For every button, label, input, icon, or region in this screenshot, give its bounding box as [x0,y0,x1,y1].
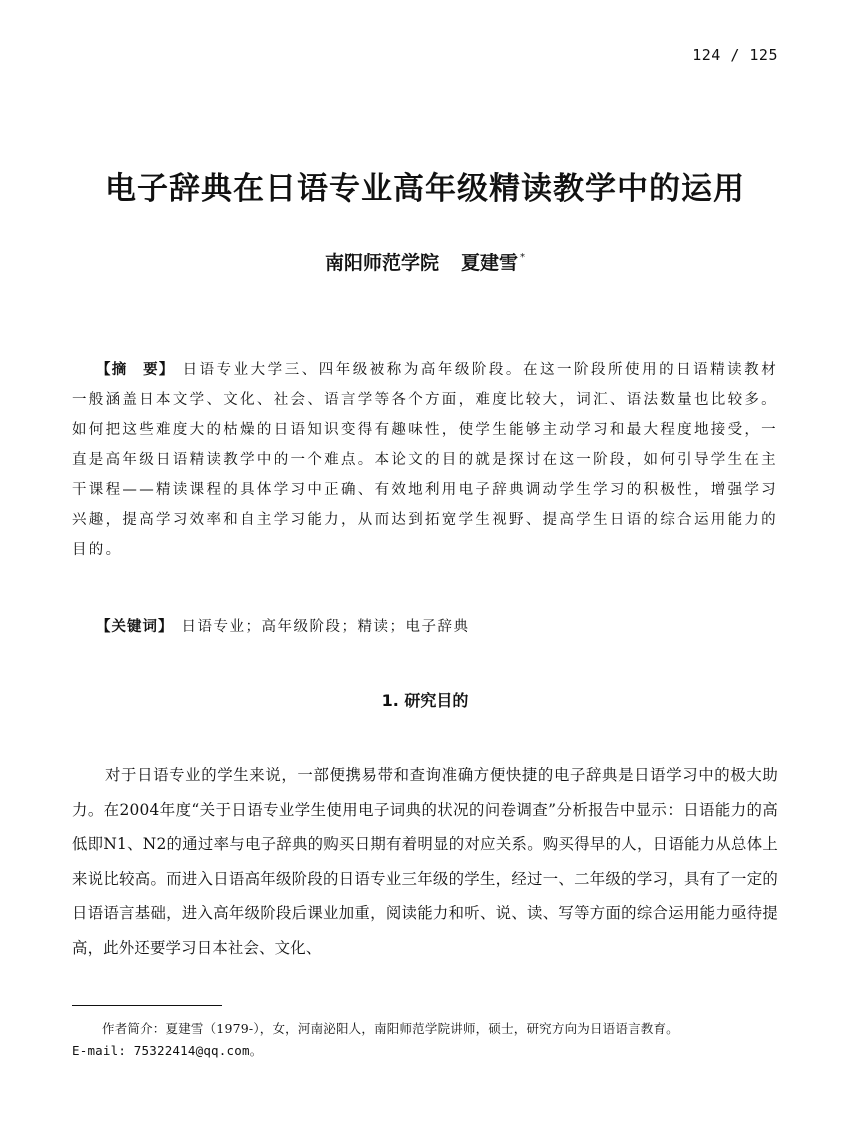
body-paragraph: 对于日语专业的学生来说，一部便携易带和查询准确方便快捷的电子辞典是日语学习中的极大助力。在2004年度“关于日语专业学生使用电子词典的状况的问卷调查”分析报告中显示：日语能力的高低即N1、N2的通过率与电子辞典的购买日期有着明显的对应关系。购买得早的人，日语能力从总体上来说比较高。而进入日语高年级阶段的日语专业三年级的学生，经过一、二年级的学习，具有了一定的日语语言基础，进入高年级阶段后课业加重，阅读能力和听、说、读、写等方面的综合运用能力亟待提高，此外还要学习日本社会、文化、 [72,766,778,957]
page-number: 124 / 125 [692,46,778,64]
footnote-email: E-mail: 75322414@qq.com。 [72,1043,263,1058]
footnote-author-bio: 作者简介：夏建雪（1979-），女，河南泌阳人，南阳师范学院讲师，硕士，研究方向为日语语言教育。 [102,1021,679,1036]
paper-title: 电子辞典在日语专业高年级精读教学中的运用 [105,171,745,207]
section-heading: 1. 研究目的 [381,691,469,710]
author-note-marker: * [520,252,526,263]
footnote [72,1018,780,1062]
abstract [72,355,778,565]
author-line [0,248,850,275]
abstract-label: 【摘 要】 [96,362,175,378]
author-affiliation: 南阳师范学院 [324,252,439,274]
abstract-text: 日语专业大学三、四年级被称为高年级阶段。在这一阶段所使用的日语精读教材一般涵盖日本文学、文化、社会、语言学等各个方面，难度比较大，词汇、语法数量也比较多。如何把这些难度大的枯燥的日语知识变得有趣味性，使学生能够主动学习和最大程度地接受，一直是高年级日语精读教学中的一个难点。本论文的目的就是探讨在这一阶段，如何引导学生在主干课程——精读课程的具体学习中正确、有效地利用电子辞典调动学生学习的积极性，增强学习兴趣，提高学习效率和自主学习能力，从而达到拓宽学生视野、提高学生日语的综合运用能力的目的。 [72,362,779,558]
keywords-text: 日语专业；高年级阶段；精读；电子辞典 [181,619,470,635]
keywords [96,613,778,641]
keywords-label: 【关键词】 [96,619,174,635]
author-name: 夏建雪 [461,252,519,274]
footnote-divider [72,1005,222,1006]
